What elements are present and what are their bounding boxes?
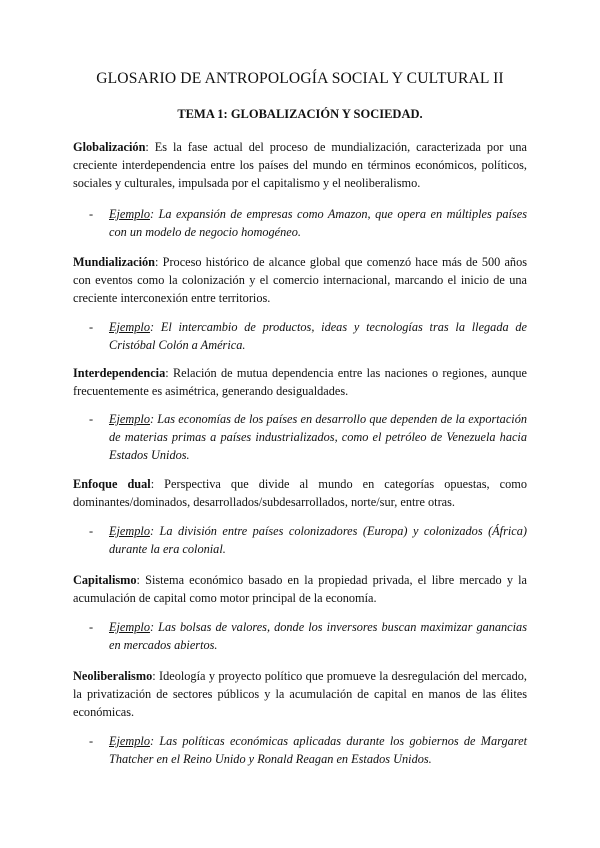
glossary-definition: : Sistema económico basado en la propiedad privada, el libre mercado y la acumulación de capital como motor principal de la economía. <box>73 573 527 606</box>
glossary-entry-globalizacion <box>73 138 527 193</box>
glossary-term: Capitalismo <box>73 573 137 587</box>
section-subtitle: TEMA 1: GLOBALIZACIÓN Y SOCIEDAD. <box>177 107 423 121</box>
example-label: Ejemplo <box>109 620 150 634</box>
example-item-globalizacion <box>89 205 527 241</box>
glossary-term: Globalización <box>73 140 146 154</box>
glossary-term: Interdependencia <box>73 366 166 380</box>
bullet-marker: - <box>89 320 94 334</box>
example-text: : Las economías de los países en desarrollo que dependen de la exportación de materias primas a países industrializados, como el petróleo de Venezuela hacia Estados Unidos. <box>109 412 527 463</box>
bullet-marker: - <box>89 524 94 538</box>
example-label: Ejemplo <box>109 207 150 221</box>
glossary-term: Enfoque dual <box>73 477 151 491</box>
bullet-marker: - <box>89 412 94 426</box>
document-title: GLOSARIO DE ANTROPOLOGÍA SOCIAL Y CULTURAL II <box>96 70 504 87</box>
glossary-definition: : Perspectiva que divide al mundo en categorías opuestas, como dominantes/dominados, desarrollados/subdesarrollados, norte/sur, entre otras. <box>73 477 527 510</box>
bullet-marker: - <box>89 734 94 748</box>
example-item-mundializacion <box>89 318 527 354</box>
example-label: Ejemplo <box>109 412 150 426</box>
example-item-capitalismo <box>89 618 527 654</box>
bullet-marker: - <box>89 620 94 634</box>
bullet-marker: - <box>89 207 94 221</box>
glossary-definition: : Relación de mutua dependencia entre las naciones o regiones, aunque frecuentemente es asimétrica, generando desigualdades. <box>73 366 527 399</box>
glossary-definition: : Ideología y proyecto político que promueve la desregulación del mercado, la privatización de sectores públicos y la acumulación de capital en manos de las élites económicas. <box>73 669 527 720</box>
glossary-definition: : Proceso histórico de alcance global que comenzó hace más de 500 años con eventos como la colonización y el comercio internacional, marcando el inicio de una creciente interconexión entre territorios. <box>73 255 527 306</box>
example-label: Ejemplo <box>109 524 150 538</box>
glossary-term: Neoliberalismo <box>73 669 153 683</box>
glossary-entry-enfoque-dual <box>73 475 527 511</box>
glossary-definition: : Es la fase actual del proceso de mundialización, caracterizada por una creciente interdependencia entre los países del mundo en términos económicos, políticos, sociales y culturales, impulsada por el capitalismo y el neoliberalismo. <box>73 140 527 191</box>
glossary-term: Mundialización <box>73 255 155 269</box>
example-label: Ejemplo <box>109 734 150 748</box>
example-text: : Las políticas económicas aplicadas durante los gobiernos de Margaret Thatcher en el Reino Unido y Ronald Reagan en Estados Unidos. <box>109 734 527 767</box>
glossary-entry-capitalismo <box>73 571 527 607</box>
example-text: : La división entre países colonizadores (Europa) y colonizados (África) durante la era colonial. <box>109 524 527 557</box>
example-item-enfoque-dual <box>89 522 527 558</box>
glossary-entry-neoliberalismo <box>73 667 527 722</box>
example-label: Ejemplo <box>109 320 150 334</box>
example-text: : La expansión de empresas como Amazon, que opera en múltiples países con un modelo de negocio homogéneo. <box>109 207 527 240</box>
example-text: : Las bolsas de valores, donde los inversores buscan maximizar ganancias en mercados abiertos. <box>109 620 527 653</box>
example-text: : El intercambio de productos, ideas y tecnologías tras la llegada de Cristóbal Colón a América. <box>109 320 527 353</box>
example-item-interdependencia <box>89 410 527 465</box>
glossary-entry-interdependencia <box>73 364 527 400</box>
example-item-neoliberalismo <box>89 732 527 768</box>
glossary-entry-mundializacion <box>73 253 527 308</box>
